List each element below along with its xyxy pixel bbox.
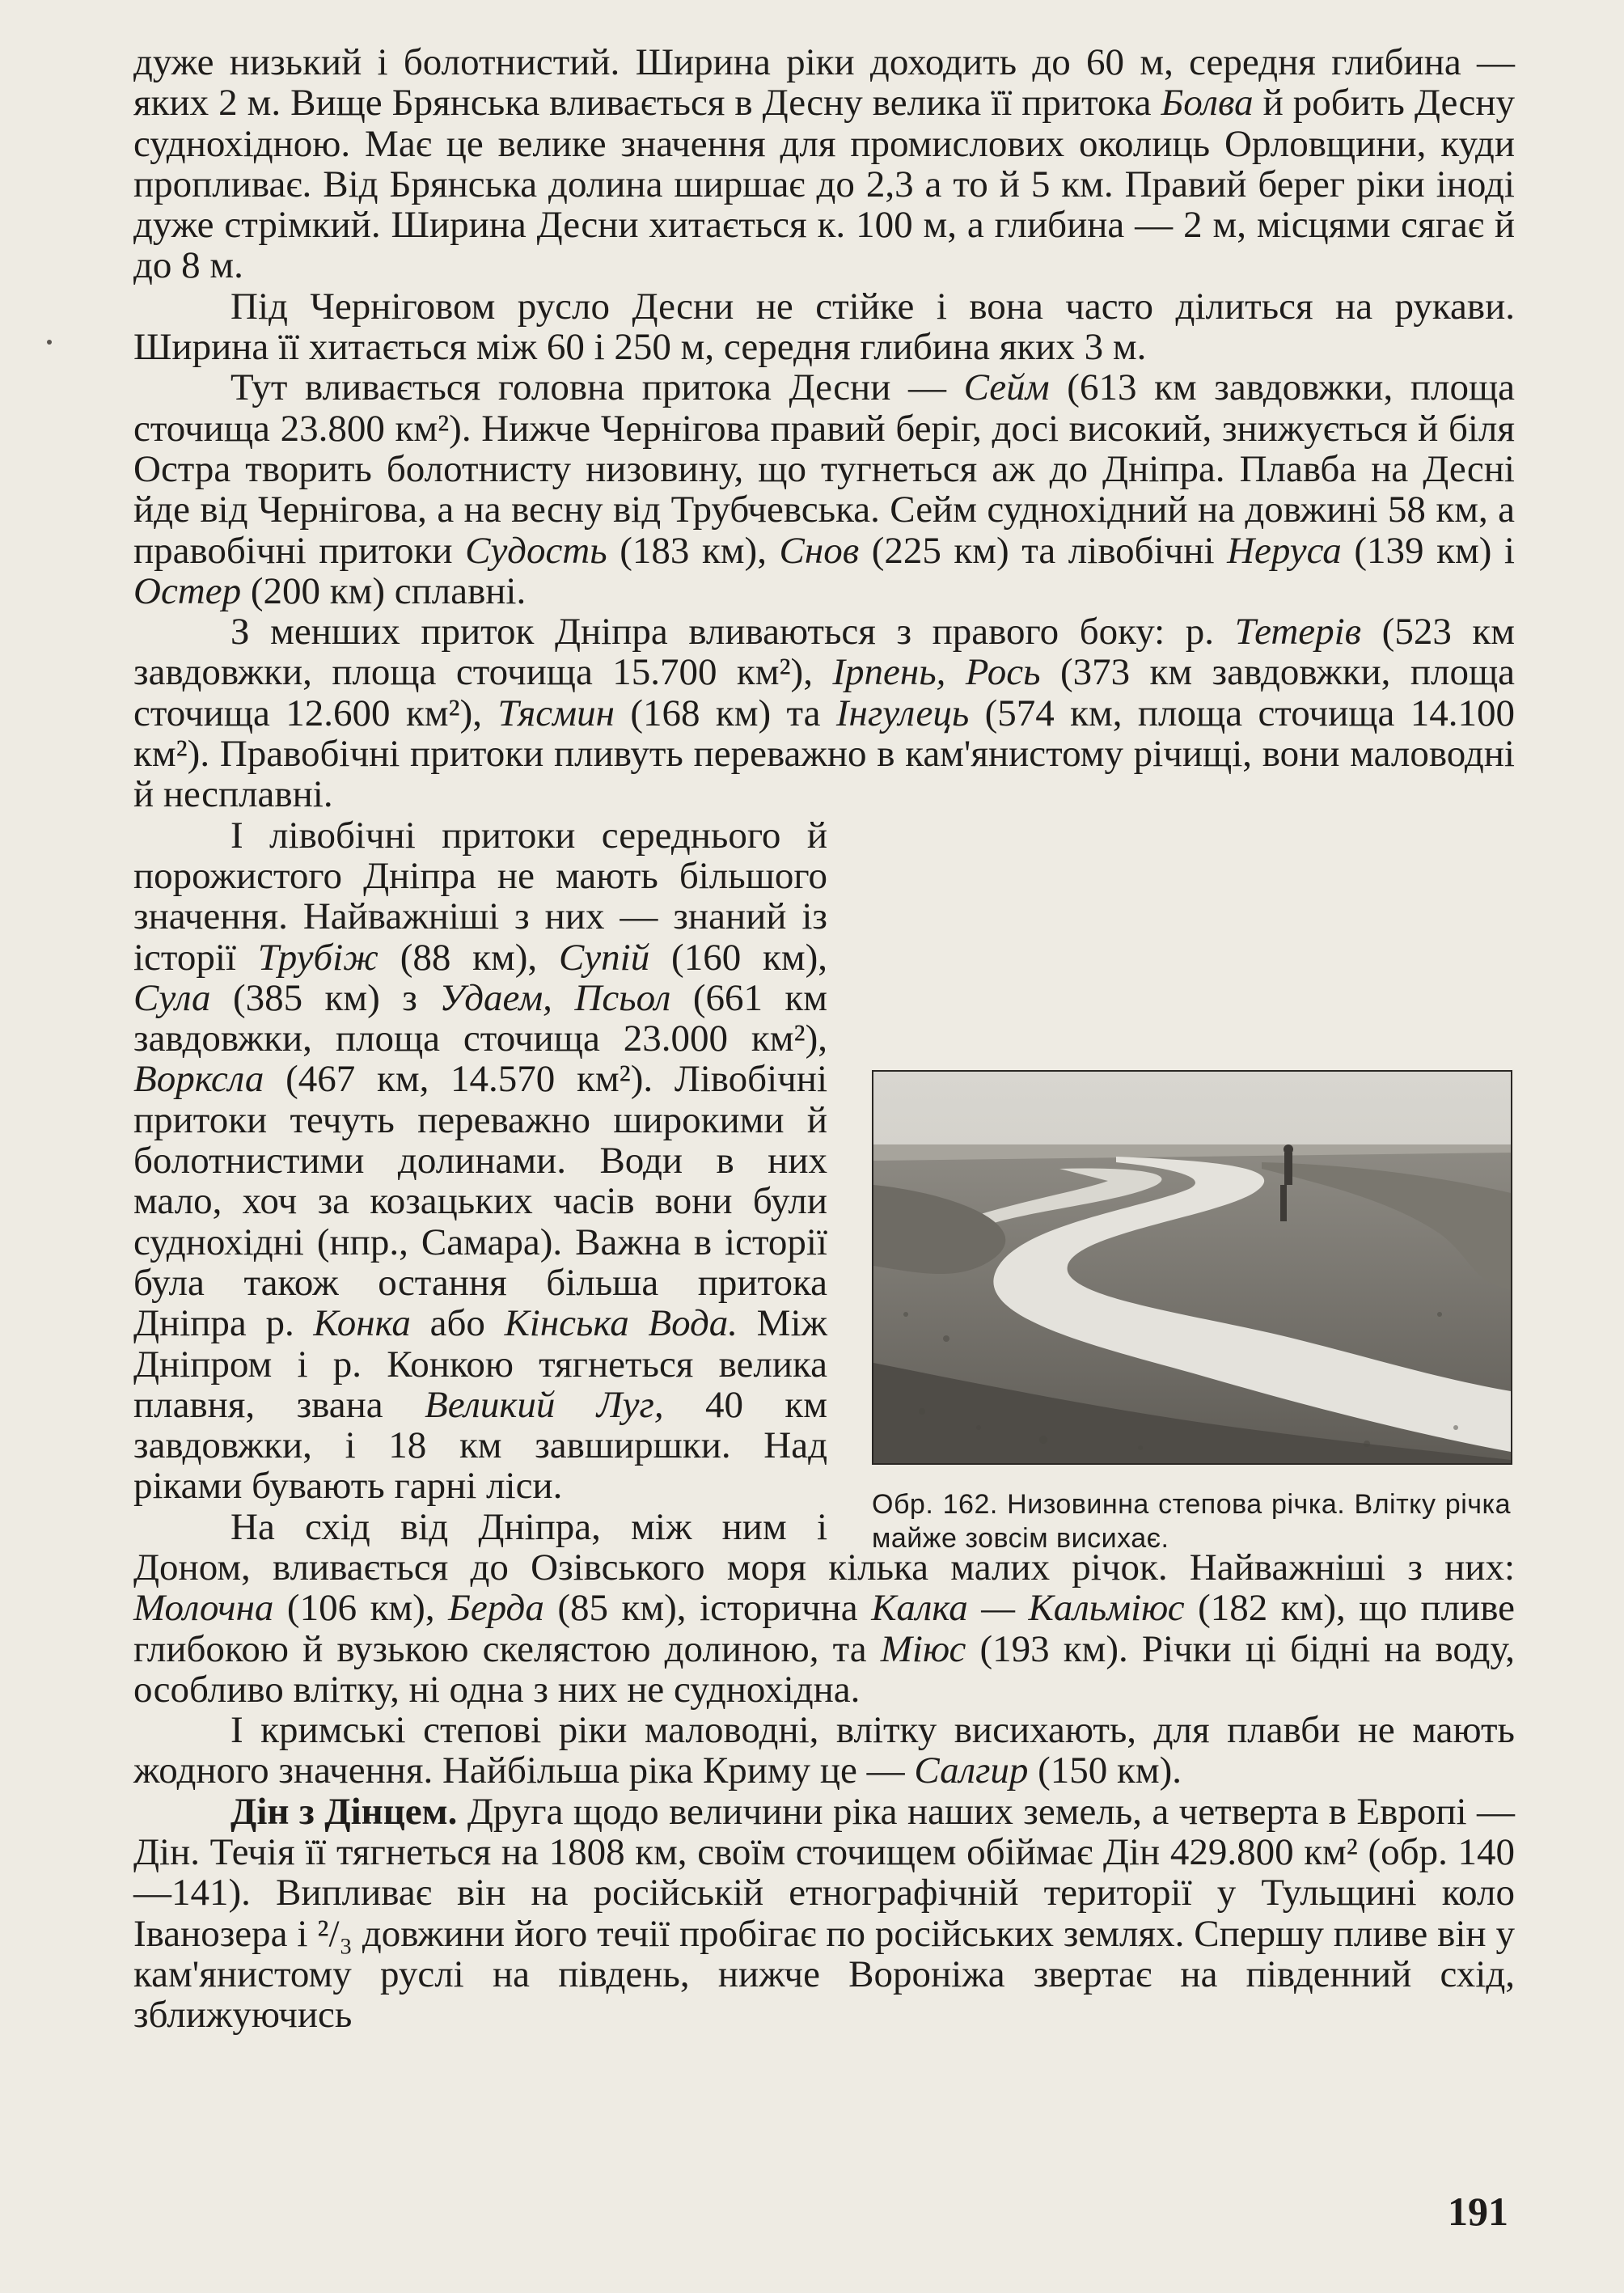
text-run: (139 км) і [1341,529,1515,572]
italic-term: Тясмин [497,692,615,734]
text-run: або [410,1302,505,1345]
section-heading: Дін з Дінцем. [230,1790,458,1833]
italic-term: Калка — Кальміюс [871,1587,1185,1630]
italic-term: Салгир [914,1749,1029,1792]
text-run: І кримські степові ріки маловодні, влітку висихають, для плавби не мають жодного значення. Найбільша ріка Криму це — [133,1709,1515,1792]
italic-term: Сула [133,976,211,1019]
text-run: З менших приток Дніпра вливаються з правого боку: р. [230,611,1235,654]
margin-mark [47,340,52,345]
text-run: (225 км) та лівобічні [859,529,1228,572]
italic-term: Остер [133,569,242,612]
text-run: 40 км завдовжки, і 18 км завширшки. Над ріками бувають гарні ліси. [133,1383,827,1508]
italic-term: Берда [448,1587,544,1630]
text-run: (160 км), [649,936,827,979]
italic-term: Неруса [1227,529,1342,572]
paragraph [133,611,1515,814]
paragraph [133,367,1515,611]
italic-term: Великий Луг, [425,1383,664,1426]
text-run: дуже низький і болотнистий. Ширина ріки доходить до 60 м, середня глибина — яких 2 м. Вище Брянська вливається в Десну велика її притока [133,41,1515,125]
italic-term: Ворксла [133,1058,264,1101]
figure [872,1070,1511,1555]
text-run: (150 км). [1028,1749,1182,1792]
italic-term: Супій [558,936,650,979]
text-run: (168 км) та [614,692,836,734]
text-run: (85 км), історична [543,1587,872,1630]
italic-term: Молочна [133,1587,274,1630]
italic-term: Міюс [880,1627,966,1670]
text-run: (523 км завдовжки, площа сточища 15.700 км²), [133,611,1515,694]
italic-term: Сейм [963,366,1050,409]
paragraph [133,1792,1515,2036]
text-run: Між Дніпром і р. Конкою тягнеться велика плавня, звана [133,1302,827,1426]
text-run: (661 км завдовжки, площа сточища 23.000 км²), [133,976,827,1060]
italic-term: Снов [779,529,860,572]
paragraph [133,1710,1515,1792]
text-run: На схід від Дніпра, між ним і Доном, вливається до Озівського моря кілька малих річок. Найважніші з них: [133,1505,1515,1589]
text-run: (193 км). Річки ці бідні на воду, особливо влітку, ні одна з них не суднохідна. [133,1627,1515,1711]
river-photo [872,1070,1512,1465]
figure-caption: Обр. 162. Низовинна степова річка. Влітку річка майже зовсім висихає. [872,1489,1511,1554]
text-run: (106 км), [273,1587,449,1630]
body-text [133,42,1515,2036]
text-run: (373 км завдовжки, площа сточища 12.600 км²), [133,651,1516,734]
page-number: 191 [1448,2189,1508,2234]
italic-term: Ірпень, Рось [832,651,1041,694]
text-run: (385 км) з [210,976,440,1019]
italic-term: Судость [465,529,607,572]
text-run: (183 км), [607,529,780,572]
paragraph [133,42,1515,286]
italic-term: Конка [313,1302,411,1345]
italic-term: Інгулець [835,692,970,734]
italic-term: Болва [1161,82,1254,125]
italic-term: Удаем, Псьол [439,976,671,1019]
text-run: (200 км) сплавні. [241,569,527,612]
text-run: (613 км завдовжки, площа сточища 23.800 км²). Нижче Чернігова правий беріг, досі високий, знижується й біля Остра творить болотнисту низовину, що тугнеться аж до Дніпра. Плавба на Десні йде від Чернігова, а на весну від Трубчевська. Сейм суднохідний на довжині 58 км, а правобічні притоки [133,366,1515,572]
text-run: Друга щодо величини ріка наших земель, а четверта в Европі — Дін. Течія її тягнеться на 1808 км, своїм сточищем обіймає Дін 429.800 км² (обр. 140—141). Випливає він на російській етнографічній території у Тульщині коло Іванозера і ²/₃ довжини його течії пробігає по російських землях. Спершу пливе він у кам'янистому руслі на південь, нижче Вороніжа звертає на південний схід, зближуючись [133,1790,1515,2037]
text-run: (182 км), що пливе глибокою й вузькою скелястою долиною, та [133,1587,1515,1670]
text-run: Тут вливається головна притока Десни — [230,366,964,409]
text-run: І лівобічні притоки середнього й порожистого Дніпра не мають більшого значення. Найважніші з них — знаний із історії [133,814,827,979]
text-run: (88 км), [378,936,559,979]
paragraph [133,286,1515,368]
text-run: (467 км, 14.570 км²). Лівобічні притоки течуть переважно широкими й болотнистими долинами. Води в них мало, хоч за козацьких часів вони були суднохідні (нпр., Самара). Важна в історії була також остання більша притока Дніпра р. [133,1058,827,1345]
text-run: й робить Десну суднохідною. Має це велике значення для промислових околиць Орловщини, куди пропливає. Від Брянська долина ширшає до 2,3 а то й 5 км. Правий берег ріки іноді дуже стрімкий. Ширина Десни хитається к. 100 м, а глибина — 2 м, місцями сягає й до 8 м. [133,82,1515,287]
italic-term: Кінська Вода. [504,1302,738,1345]
italic-term: Трубіж [257,936,379,979]
italic-term: Тетерів [1234,611,1362,654]
text-run: (574 км, площа сточища 14.100 км²). Правобічні притоки пливуть переважно в кам'янистому річищі, вони маловодні й несплавні. [133,692,1515,816]
text-run: Під Черніговом русло Десни не стійке і вона часто ділиться на рукави. Ширина її хитається між 60 і 250 м, середня глибина яких 3 м. [133,285,1515,369]
